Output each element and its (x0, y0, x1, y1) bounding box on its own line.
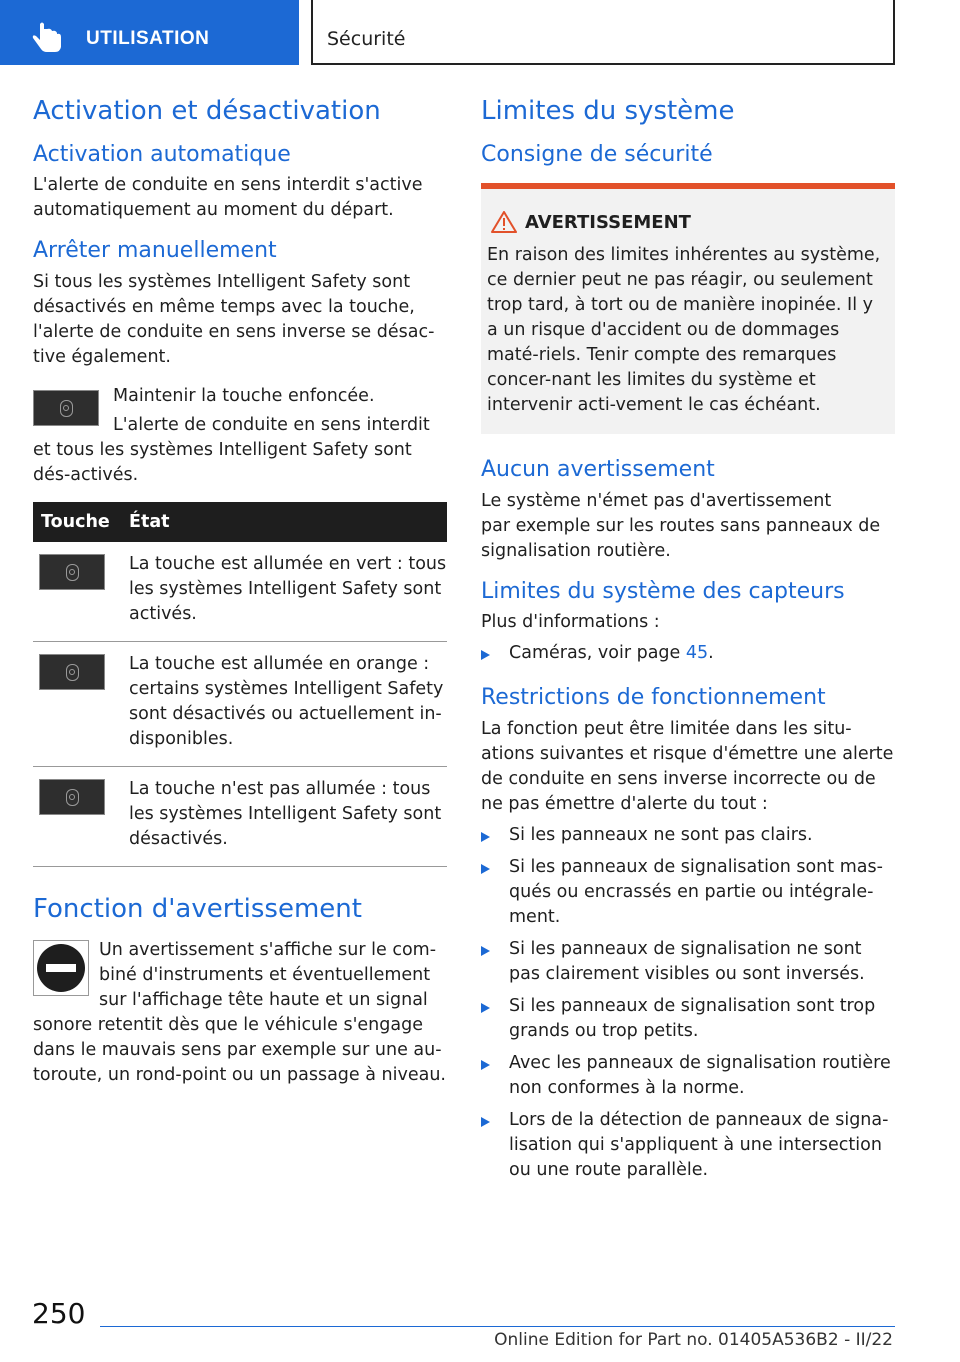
bullet-triangle-icon (481, 1060, 490, 1070)
chapter-tab-label: Sécurité (327, 28, 406, 50)
bullet-triangle-icon (481, 946, 490, 956)
warning-function-heading: Fonction d'avertissement (33, 893, 362, 924)
list-item: Avec les panneaux de signalisation routière non conformes à la norme. (481, 1051, 895, 1101)
warning-title-row (487, 211, 887, 235)
section-tab-label: UTILISATION (86, 28, 210, 49)
restrictions-text: La fonction peut être limitée dans les situ-ations suivantes et risque d'émettre une alerte de conduite en sens inverse incorrecte ou de ne pas émettre d'alerte du tout : (481, 718, 894, 814)
page-link[interactable]: 45 (685, 643, 709, 664)
chapter-tab[interactable] (311, 0, 895, 65)
table-row (33, 766, 447, 866)
footer-edition: Online Edition for Part no. 01405A536B2 - II/22 (494, 1330, 893, 1350)
no-warning-example: par exemple sur les routes sans panneaux de signalisation routière. (481, 515, 881, 561)
section-tab[interactable] (0, 0, 299, 65)
button-state-table (33, 502, 447, 867)
left-column (33, 95, 447, 1102)
restrictions-list (481, 823, 895, 1183)
auto-activation-text: L'alerte de conduite en sens interdit s'active automatiquement au moment du départ. (33, 175, 423, 221)
warning-title: AVERTISSEMENT (525, 212, 691, 234)
list-item: Si les panneaux de signalisation sont trop grands ou trop petits. (481, 994, 895, 1044)
bullet-triangle-icon (481, 1003, 490, 1013)
button-off-icon (39, 779, 105, 815)
button-orange-icon (39, 654, 105, 690)
hold-button-block (33, 384, 447, 488)
list-item: Si les panneaux de signalisation sont mas-qués ou encrassés en partie ou intégrale-ment. (481, 855, 895, 930)
bullet-triangle-icon (481, 1117, 490, 1127)
hand-pointer-icon (30, 22, 64, 54)
bullet-triangle-icon (481, 650, 490, 660)
button-green-icon (39, 554, 105, 590)
manual-stop-text: Si tous les systèmes Intelligent Safety sont désactivés en même temps avec la touche, l'alerte de conduite en sens inverse se désac-tive également. (33, 271, 435, 367)
table-header-key: Touche (33, 502, 129, 542)
sensor-limits-heading: Limites du système des capteurs (481, 578, 845, 604)
table-row (33, 542, 447, 642)
table-row (33, 641, 447, 766)
activation-heading: Activation et désactivation (33, 96, 381, 126)
sensor-limits-text: Plus d'informations : (481, 612, 660, 633)
table-header-state: État (129, 502, 447, 542)
warning-box (481, 183, 895, 434)
list-item: Si les panneaux ne sont pas clairs. (481, 823, 895, 848)
hold-result: L'alerte de conduite en sens interdit et tous les systèmes Intelligent Safety sont dés-activés. (33, 414, 430, 485)
restrictions-heading: Restrictions de fonctionnement (481, 685, 826, 711)
list-item: Lors de la détection de panneaux de signa-lisation qui s'appliquent à une intersection ou une route parallèle. (481, 1108, 895, 1183)
manual-stop-heading: Arrêter manuellement (33, 238, 277, 264)
no-entry-icon (33, 940, 89, 996)
list-item: Si les panneaux de signalisation ne sont pas clairement visibles ou sont inversés. (481, 937, 895, 987)
footer-divider (100, 1326, 895, 1327)
no-warning-heading: Aucun avertissement (481, 457, 715, 483)
warning-triangle-icon (491, 211, 517, 233)
table-cell-state: La touche est allumée en vert : tous les systèmes Intelligent Safety sont activés. (129, 542, 447, 642)
no-warning-text: Le système n'émet pas d'avertissement (481, 490, 832, 511)
list-item: Caméras, voir page 45. (481, 641, 895, 666)
hold-instruction: Maintenir la touche enfoncée. (113, 385, 375, 406)
system-limits-heading: Limites du système (481, 96, 735, 126)
page-number: 250 (32, 1297, 86, 1330)
bullet-triangle-icon (481, 864, 490, 874)
right-column (481, 95, 895, 1193)
bullet-triangle-icon (481, 832, 490, 842)
sensor-list (481, 641, 895, 666)
table-cell-state: La touche n'est pas allumée : tous les systèmes Intelligent Safety sont désactivés. (129, 766, 447, 866)
warning-function-block (33, 938, 447, 1088)
safety-note-heading: Consigne de sécurité (481, 141, 713, 167)
auto-activation-heading: Activation automatique (33, 141, 291, 167)
safety-button-icon (33, 390, 99, 426)
warning-text: En raison des limites inhérentes au système, ce dernier peut ne pas réagir, ou seulement trop tard, à tort ou de manière inopinée. Il y a un risque d'accident ou de dommages maté-riels. Tenir compte des remarques concer-nant les limites du système et intervenir acti-vement le cas échéant. (487, 245, 881, 416)
warning-function-text: Un avertissement s'affiche sur le com-biné d'instruments et éventuellement sur l'affichage tête haute et un signal sonore retentit dès que le véhicule s'engage dans le mauvais sens par exemple sur une au-toroute, un rond-point ou un passage à niveau. (33, 940, 446, 1086)
table-cell-state: La touche est allumée en orange : certains systèmes Intelligent Safety sont désactivés ou actuellement in-disponibles. (129, 641, 447, 766)
